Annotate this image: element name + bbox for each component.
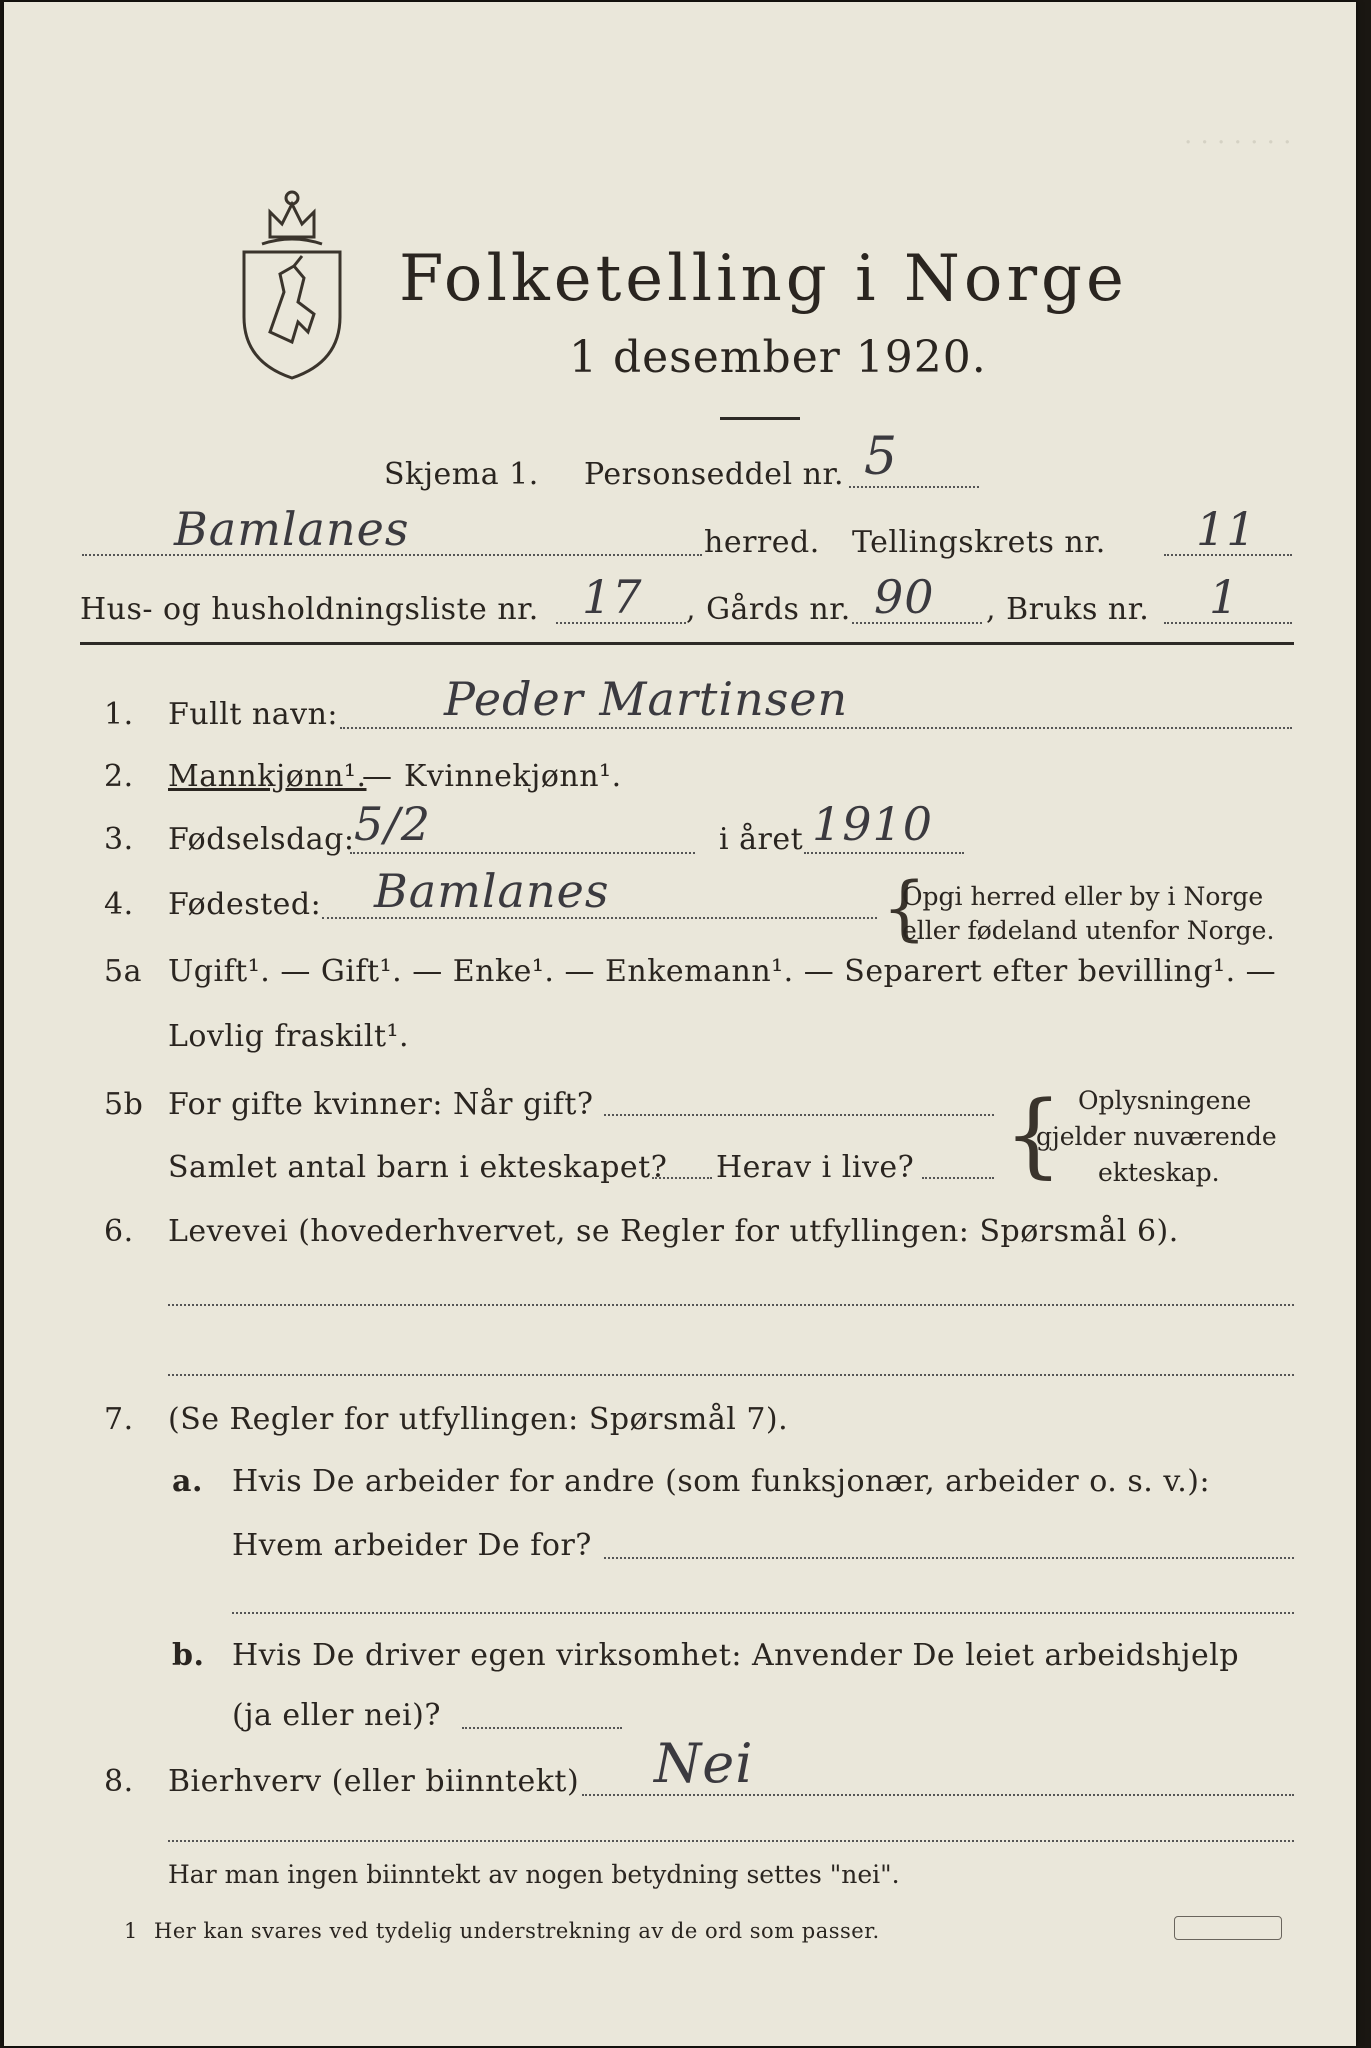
printer-stamp [1174,1916,1282,1940]
q7a-question: Hvis De arbeider for andre (som funksjonær, arbeider o. s. v.): [232,1464,1211,1499]
q4-label: Fødested: [168,887,322,922]
husholdningsliste-number[interactable]: 17 [582,570,643,624]
herred-label: herred. [704,525,820,560]
employer-line-2 [232,1612,1294,1614]
occupation-line-2 [168,1374,1294,1376]
married-when-line [604,1114,994,1116]
q2-number: 2. [104,759,134,794]
birth-year-label: i året [719,822,804,857]
q6-number: 6. [104,1214,134,1249]
q1-number: 1. [104,697,134,732]
employer-line [604,1557,1294,1559]
q7-number: 7. [104,1402,134,1437]
q7a-letter: a. [172,1464,203,1499]
bruks-label: , Bruks nr. [986,592,1150,627]
bleed-through-text: . . . . . . . [1184,120,1292,150]
married-when-label: For gifte kvinner: Når gift? [168,1087,594,1122]
q1-line [340,727,1292,729]
gards-label: , Gårds nr. [686,592,851,627]
marriage-note-3: ekteskap. [1098,1158,1220,1187]
form-title: Folketelling i Norge [399,242,1128,316]
personseddel-number[interactable]: 5 [864,427,899,487]
schema-label: Skjema 1. [384,457,539,492]
birthplace-note-2: eller fødeland utenfor Norge. [902,916,1275,945]
side-income-label: Bierhverv (eller biinntekt) [168,1764,580,1799]
children-total-line [652,1177,712,1179]
marriage-note-2: gjelder nuværende [1036,1122,1277,1151]
marital-status-options[interactable]: Ugift¹. — Gift¹. — Enke¹. — Enkemann¹. — Separert efter bevilling¹. — [168,954,1277,989]
birth-year-line [804,852,964,854]
q7b-letter: b. [172,1638,205,1673]
q1-label: Fullt navn: [168,697,339,732]
side-income-line-2 [168,1840,1294,1842]
q7b-question: Hvis De driver egen virksomhet: Anvender De leiet arbeidshjelp [232,1638,1240,1673]
census-form [4,2,1356,2046]
gender-separator: — [362,759,393,794]
birth-year-value[interactable]: 1910 [812,797,934,851]
tellingskrets-label: Tellingskrets nr. [852,525,1106,560]
hired-help-line [462,1727,622,1729]
q4-number: 4. [104,887,134,922]
q3-number: 3. [104,822,134,857]
birthday-line [350,852,695,854]
gards-number[interactable]: 90 [874,570,935,624]
norway-coat-of-arms-icon [232,182,352,382]
children-alive-line [922,1177,994,1179]
tellingskrets-number[interactable]: 11 [1196,502,1257,556]
birthplace-value[interactable]: Bamlanes [374,864,610,918]
birthday-value[interactable]: 5/2 [354,797,432,851]
personseddel-label: Personseddel nr. [584,457,845,492]
birthplace-brace: { [882,867,927,949]
footnote-mark: 1 [124,1919,138,1943]
marriage-note-brace: { [1004,1081,1063,1188]
birthplace-note-1: Opgi herred eller by i Norge [902,882,1264,911]
side-income-note: Har man ingen biinntekt av nogen betydning settes "nei". [168,1860,900,1889]
male-option[interactable]: Mannkjønn¹. [168,759,367,794]
marriage-note-1: Oplysningene [1078,1086,1252,1115]
title-divider [720,417,800,420]
children-total-label: Samlet antal barn i ekteskapet? [168,1150,668,1185]
occupation-line-1 [168,1304,1294,1306]
q5a-number: 5a [104,954,142,989]
husholdningsliste-label: Hus- og husholdningsliste nr. [80,592,539,627]
marital-status-divorced[interactable]: Lovlig fraskilt¹. [168,1019,410,1054]
female-option[interactable]: Kvinnekjønn¹. [404,759,622,794]
side-income-value[interactable]: Nei [654,1732,754,1795]
q7-label: (Se Regler for utfyllingen: Spørsmål 7). [168,1402,789,1437]
footnote-text: Her kan svares ved tydelig understrekning av de ord som passer. [154,1919,880,1943]
herred-value[interactable]: Bamlanes [174,502,410,556]
bruks-number[interactable]: 1 [1209,570,1240,624]
full-name-value[interactable]: Peder Martinsen [444,672,849,726]
q3-label: Fødselsdag: [168,822,355,857]
employer-label: Hvem arbeider De for? [232,1528,592,1563]
census-date: 1 desember 1920. [569,332,987,383]
q8-number: 8. [104,1764,134,1799]
header-separator [80,642,1294,645]
hired-help-label: (ja eller nei)? [232,1698,441,1733]
children-alive-label: Herav i live? [716,1150,915,1185]
occupation-label: Levevei (hovederhvervet, se Regler for utfyllingen: Spørsmål 6). [168,1214,1179,1249]
q5b-number: 5b [104,1087,144,1122]
